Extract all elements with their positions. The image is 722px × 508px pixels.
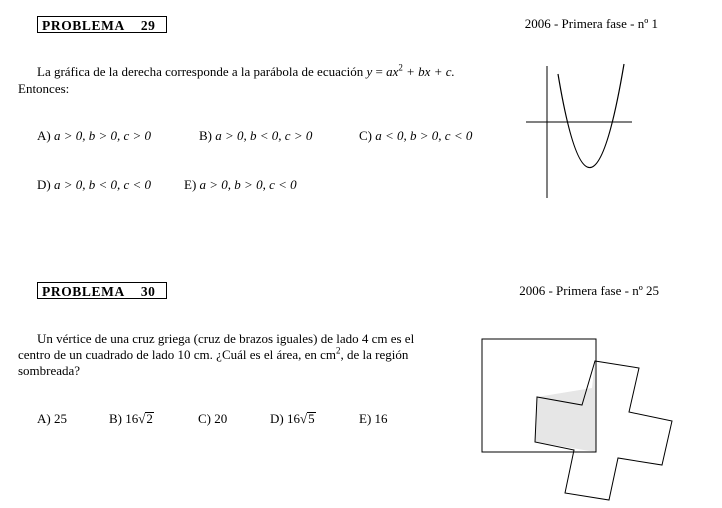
- option-b[interactable]: B) 16√2: [109, 411, 153, 426]
- option-e[interactable]: E) a > 0, b > 0, c < 0: [184, 177, 297, 192]
- parabola-curve: [558, 64, 624, 168]
- problem-label: PROBLEMA: [42, 18, 125, 33]
- problem-30-statement-line1: Un vértice de una cruz griega (cruz de brazos iguales) de lado 4 cm es el: [37, 331, 415, 346]
- option-e[interactable]: E) 16: [359, 411, 388, 426]
- option-c[interactable]: C) a < 0, b > 0, c < 0: [359, 128, 473, 143]
- problem-30-reference: 2006 - Primera fase - nº 25: [519, 283, 659, 298]
- parabola-graph: [520, 60, 640, 202]
- problem-30-statement-line3: sombreada?: [18, 363, 81, 378]
- problem-30-header: [37, 282, 167, 299]
- problem-29-statement-line1: La gráfica de la derecha corresponde a la parábola de ecuación $y = ax^2$ + bx + c.: [37, 62, 455, 79]
- option-c[interactable]: C) 20: [198, 411, 228, 426]
- problem-29-header: [37, 16, 167, 33]
- shaded-region: [535, 361, 596, 452]
- option-b[interactable]: B) a > 0, b < 0, c > 0: [199, 128, 313, 143]
- problem-number: 30: [140, 284, 156, 299]
- option-d[interactable]: D) 16√5: [270, 411, 315, 426]
- problem-number: 29: [140, 18, 156, 33]
- problem-29-statement-line2: Entonces:: [18, 81, 70, 96]
- problem-label: PROBLEMA: [42, 284, 125, 299]
- cross-square-figure: [478, 334, 698, 506]
- option-a[interactable]: A) 25: [37, 411, 67, 426]
- problem-30-statement-line2: centro de un cuadrado de lado 10 cm. ¿Cuál es el área, en $cm^2$, de la región: [18, 345, 409, 362]
- problem-29-reference: 2006 - Primera fase - nº 1: [524, 16, 658, 31]
- option-d[interactable]: D) a > 0, b < 0, c < 0: [37, 177, 152, 192]
- option-a[interactable]: A) a > 0, b > 0, c > 0: [37, 128, 152, 143]
